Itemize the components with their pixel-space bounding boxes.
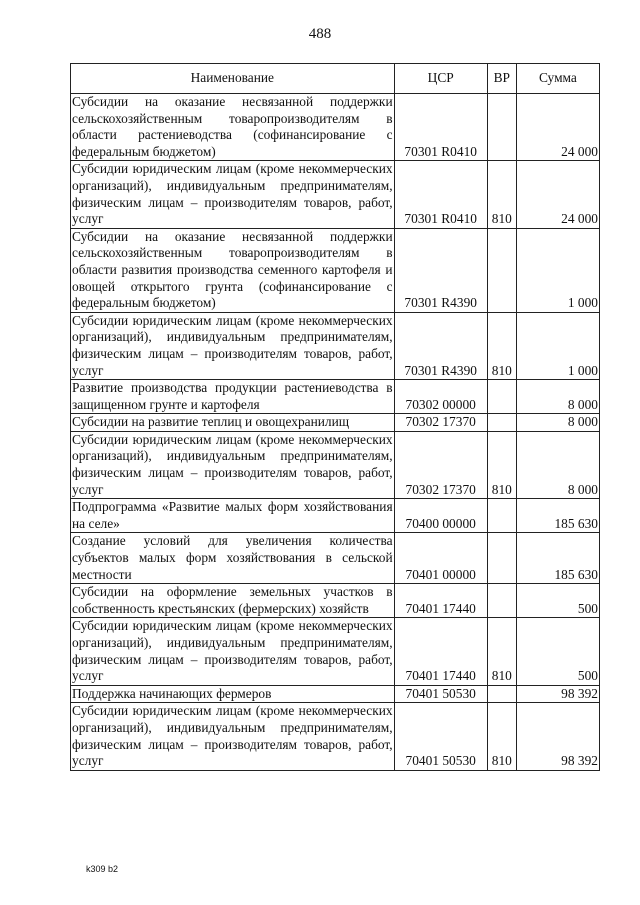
cell-vr <box>487 499 516 533</box>
cell-name: Развитие производства продукции растениеводства в защищенном грунте и картофеля <box>71 380 395 414</box>
cell-vr <box>487 228 516 312</box>
table-row <box>71 584 600 618</box>
cell-sum: 1 000 <box>516 312 599 379</box>
cell-csr: 70301 R4390 <box>394 228 487 312</box>
cell-name: Субсидии юридическим лицам (кроме некоммерческих организаций), индивидуальным предпринимателям, физическим лицам – производителям товаров, работ, услуг <box>71 431 395 498</box>
cell-csr: 70301 R0410 <box>394 161 487 228</box>
cell-vr: 810 <box>487 161 516 228</box>
cell-name: Поддержка начинающих фермеров <box>71 685 395 703</box>
cell-vr <box>487 94 516 161</box>
header-name: Наименование <box>71 64 395 94</box>
cell-name: Субсидии на оказание несвязанной поддержки сельскохозяйственным товаропроизводителям в области растениеводства (софинансирование с федеральным бюджетом) <box>71 94 395 161</box>
table-row <box>71 533 600 584</box>
cell-sum: 8 000 <box>516 380 599 414</box>
header-csr: ЦСР <box>394 64 487 94</box>
cell-csr: 70401 00000 <box>394 533 487 584</box>
cell-csr: 70401 17440 <box>394 584 487 618</box>
cell-name: Субсидии на оформление земельных участков в собственность крестьянских (фермерских) хозяйств <box>71 584 395 618</box>
cell-name: Субсидии юридическим лицам (кроме некоммерческих организаций), индивидуальным предпринимателям, физическим лицам – производителям товаров, работ, услуг <box>71 703 395 770</box>
page-number: 488 <box>308 26 332 42</box>
cell-sum: 500 <box>516 584 599 618</box>
cell-csr: 70401 17440 <box>394 618 487 685</box>
table-row <box>71 703 600 770</box>
cell-vr <box>487 414 516 432</box>
cell-sum: 98 392 <box>516 685 599 703</box>
cell-sum: 185 630 <box>516 499 599 533</box>
cell-sum: 8 000 <box>516 414 599 432</box>
table-row <box>71 499 600 533</box>
cell-csr: 70302 17370 <box>394 431 487 498</box>
header-sum: Сумма <box>516 64 599 94</box>
table-row <box>71 380 600 414</box>
table-row <box>71 414 600 432</box>
cell-name: Субсидии на оказание несвязанной поддержки сельскохозяйственным товаропроизводителям в области развития производства семенного картофеля и овощей открытого грунта (софинансирование с федеральным бюджетом) <box>71 228 395 312</box>
table-header-row <box>71 64 600 94</box>
cell-vr: 810 <box>487 703 516 770</box>
table-row <box>71 618 600 685</box>
cell-name: Подпрограмма «Развитие малых форм хозяйствования на селе» <box>71 499 395 533</box>
cell-csr: 70401 50530 <box>394 703 487 770</box>
cell-vr <box>487 380 516 414</box>
footer-code: k309 b2 <box>86 864 119 874</box>
table-row <box>71 94 600 161</box>
cell-sum: 185 630 <box>516 533 599 584</box>
cell-name: Субсидии юридическим лицам (кроме некоммерческих организаций), индивидуальным предпринимателям, физическим лицам – производителям товаров, работ, услуг <box>71 312 395 379</box>
table-row <box>71 685 600 703</box>
cell-vr: 810 <box>487 312 516 379</box>
cell-vr <box>487 533 516 584</box>
budget-table <box>70 63 600 771</box>
table-row <box>71 312 600 379</box>
cell-sum: 1 000 <box>516 228 599 312</box>
table-body <box>71 94 600 771</box>
cell-sum: 500 <box>516 618 599 685</box>
cell-csr: 70302 00000 <box>394 380 487 414</box>
cell-name: Субсидии на развитие теплиц и овощехранилищ <box>71 414 395 432</box>
cell-csr: 70301 R0410 <box>394 94 487 161</box>
cell-name: Субсидии юридическим лицам (кроме некоммерческих организаций), индивидуальным предпринимателям, физическим лицам – производителям товаров, работ, услуг <box>71 161 395 228</box>
cell-name: Создание условий для увеличения количества субъектов малых форм хозяйствования в сельской местности <box>71 533 395 584</box>
cell-csr: 70302 17370 <box>394 414 487 432</box>
cell-csr: 70400 00000 <box>394 499 487 533</box>
cell-sum: 24 000 <box>516 161 599 228</box>
cell-vr: 810 <box>487 618 516 685</box>
cell-name: Субсидии юридическим лицам (кроме некоммерческих организаций), индивидуальным предпринимателям, физическим лицам – производителям товаров, работ, услуг <box>71 618 395 685</box>
cell-vr <box>487 685 516 703</box>
cell-csr: 70401 50530 <box>394 685 487 703</box>
cell-csr: 70301 R4390 <box>394 312 487 379</box>
table-row <box>71 161 600 228</box>
cell-sum: 24 000 <box>516 94 599 161</box>
header-vr: ВР <box>487 64 516 94</box>
cell-sum: 98 392 <box>516 703 599 770</box>
table-row <box>71 228 600 312</box>
cell-vr: 810 <box>487 431 516 498</box>
cell-vr <box>487 584 516 618</box>
table-row <box>71 431 600 498</box>
cell-sum: 8 000 <box>516 431 599 498</box>
